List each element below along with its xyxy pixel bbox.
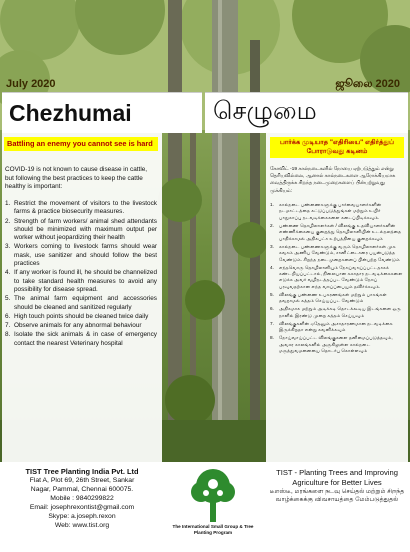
item-number: 3. xyxy=(5,243,11,251)
item-text: Observe animals for any abnormal behaviour xyxy=(14,322,142,330)
item-text: The animal farm equipment and accessories should be cleaned and sanitized regularly xyxy=(14,295,157,311)
item-number: 7. xyxy=(270,320,274,326)
title-tamil: செழுமை xyxy=(213,97,317,125)
month-tamil: ஜூலை 2020 xyxy=(335,78,400,90)
item-text: கால்நடை பண்ணைகளுக்கு பார்வையாளர்களின் நடமாட்டத்தை கட்டுப்படுத்துங்கள் மற்றும் உயிர் பாதுகாப்பு நடவடிக்கைகளை கடைப்பிடிக்கவும். xyxy=(279,202,382,220)
item-number: 1. xyxy=(270,202,274,207)
item-number: 1. xyxy=(5,200,11,207)
tagline-english: TIST - Planting Trees and Improving Agriculture for Better Lives xyxy=(276,468,398,487)
list-item xyxy=(5,331,157,348)
tagline-tamil: டீஎஸ்டீ, மரங்களை நடவு செய்தல் மற்றும் சிறந்த வாழ்க்கைக்கு விவசாயத்தை மேம்படுத்துதல் xyxy=(269,488,405,504)
email-link[interactable]: Email: josephrexontist@gmail.com xyxy=(29,504,135,511)
item-text: Isolate the sick animals & in case of emergency contact the nearest Veterinary hospital xyxy=(14,331,157,347)
logo-caption: The International Small Group & Tree Planting Program xyxy=(172,524,254,535)
practices-list-tamil xyxy=(270,202,404,356)
item-number: 8. xyxy=(270,335,274,341)
list-item xyxy=(270,321,404,334)
title-english: Chezhumai xyxy=(9,99,132,126)
web-link[interactable]: Web: www.tist.org xyxy=(54,522,110,529)
list-item xyxy=(270,335,404,354)
item-text: Strength of farm workers/ animal shed attendants should be minimized with maximum output per worker without jeopardizing their health xyxy=(14,217,157,242)
item-text: விலங்கு பண்ணை உபகரணங்கள் மற்றும் பாகங்கள் தவறாமல் சுத்தம் செய்யப்பட வேண்டும் xyxy=(279,291,387,304)
item-text: If any worker is found ill, he should be channelized to take standard health measures to avoid any possibility for disease spread. xyxy=(14,269,157,293)
month-english: July 2020 xyxy=(6,78,56,90)
item-number: 4. xyxy=(270,264,274,270)
intro-english: COVID-19 is not known to cause disease in cattle, but following the best practices to keep the cattle healthy is important: xyxy=(5,166,148,191)
tist-tree-logo xyxy=(163,466,263,550)
item-text: நோய்வாய்ப்பட்ட விலங்குகளை தனிமைப்படுத்தவும், அவசர காலங்களில் அருகிலுள்ள கால்நடை மருத்துவமனையை தொடர்பு கொள்ளவும் xyxy=(279,335,393,354)
item-text: High touch points should be cleaned twice daily xyxy=(14,312,149,320)
address-line-2: Nagar, Pammal, Chennai 600075. xyxy=(30,486,134,493)
mobile-text: Mobile : 9840299822 xyxy=(50,495,114,502)
item-text: விலங்குகளின் ஏதேனும் அசாதாரணமான நடவடிக்கை இருக்கிறதா என்று கவனிக்கவும் xyxy=(279,320,393,333)
list-item xyxy=(270,265,404,291)
item-number: 4. xyxy=(5,269,11,277)
practices-list-english xyxy=(5,200,157,349)
item-number: 2. xyxy=(270,222,274,228)
org-name: TIST Tree Planting India Pvt. Ltd xyxy=(25,467,139,476)
item-number: 2. xyxy=(5,217,11,225)
title-english-banner xyxy=(2,92,202,133)
list-item xyxy=(270,223,404,242)
headline-tamil: பார்க்க முடியாத "எதிரியை" எதிர்த்துப் போராடுவது கடினம் xyxy=(270,137,404,158)
item-text: Workers coming to livestock farms should wear mask, use sanitizer and should follow the best practices xyxy=(14,243,157,268)
intro-tamil: கோவிட் -19 கால்நடைகளில் நோயை ஏற்படுத்தும் என்று தெரியவில்லை, ஆனால் கால்நடைகளை ஆரோக்கியமாக வைத்திருக்க சிறந்த நடைமுறைகளைப் பின்பற்றுவது முக்கியம்: xyxy=(270,167,396,194)
list-item xyxy=(270,292,404,305)
list-item xyxy=(270,244,404,263)
item-text: Restrict the movement of visitors to the livestock farms & practice biosecurity measures. xyxy=(14,200,157,216)
item-number: 6. xyxy=(270,306,274,312)
title-tamil-banner xyxy=(205,92,408,133)
skype-text: Skype: a.joseph.rexon xyxy=(48,513,116,520)
item-number: 5. xyxy=(5,295,11,303)
item-text: கால்நடை பண்ணைகளுக்கு வரும் தொழிலாளர்கள் முக கவசம் அணிய வேண்டும், சானிட்டைசரை பயன்படுத்த வேண்டும். சிறந்த நடைமுறைகளைப் பின்பற்ற வேண்டும் xyxy=(279,243,400,262)
item-text: பண்ணை தொழிலாளர்கள் / விலங்கு உதவியாளர்களின் எண்ணிக்கையை குறைத்து தொழிலாளியின் உடல்நலத்தை பாதிக்காமல் அதிகபட்ச உற்பத்தியை குறைக்கவும் xyxy=(279,222,402,241)
item-number: 7. xyxy=(5,322,11,330)
list-item xyxy=(5,243,157,268)
list-item xyxy=(5,218,157,243)
tagline-block xyxy=(264,468,410,504)
item-text: அதிகமாக மற்றும் அடிக்கடி தொடக்கூடிய இடங்களை ஒரு நாளில் இரண்டு முறை சுத்தம் செய்யவும் xyxy=(279,306,401,318)
list-item xyxy=(5,295,157,312)
list-item xyxy=(5,200,157,217)
list-item xyxy=(5,269,157,294)
item-number: 6. xyxy=(5,312,11,320)
headline-english: Battling an enemy you cannot see is hard xyxy=(4,137,158,151)
list-item xyxy=(5,313,157,321)
item-text: எந்தவொரு தொழிலாளியும் நோய்வாய்ப்பட்டதாகக் கண்டறியப்பட்டால், நிலையான சுகாதார நடவடிக்கைகளை எடுக்க அவர் வழிநடத்தப்பட வேண்டும் நோய் பரவுவதற்கான எந்த வாய்ப்பையும் தவிர்க்கவும். xyxy=(279,264,403,289)
list-item xyxy=(5,322,157,330)
list-item xyxy=(270,202,404,221)
item-number: 3. xyxy=(270,243,274,249)
list-item xyxy=(270,306,404,319)
item-number: 8. xyxy=(5,331,11,339)
item-number: 5. xyxy=(270,291,274,297)
contact-block xyxy=(2,467,162,530)
address-line-1: Flat A, Plot 69, 26th Street, Sankar xyxy=(29,477,135,484)
